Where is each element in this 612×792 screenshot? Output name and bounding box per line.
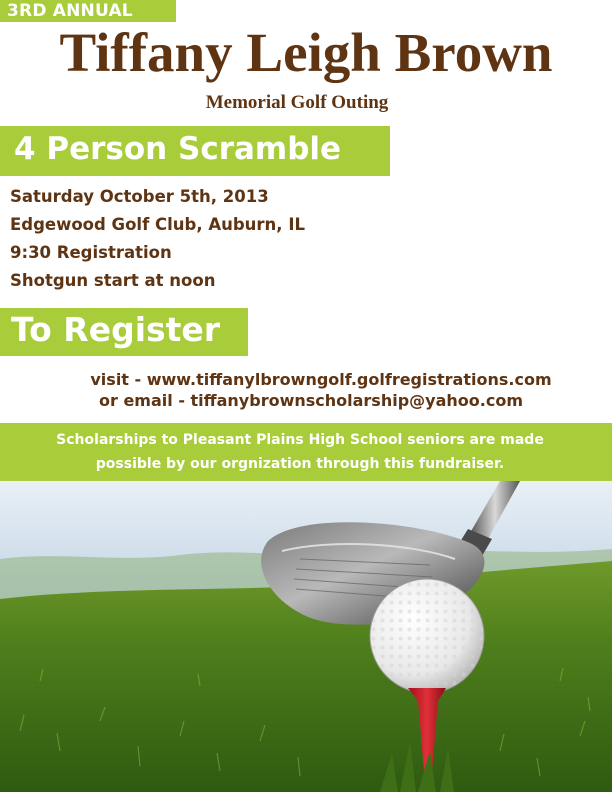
event-venue: Edgewood Golf Club, Auburn, IL [10, 215, 305, 234]
scholarship-line-2: possible by our orgnization through this fundraiser. [95, 456, 505, 472]
annual-banner [0, 0, 176, 22]
golf-photo-illustration [0, 481, 612, 792]
format-banner [0, 126, 390, 176]
scholarship-line-1: Scholarships to Pleasant Plains High School seniors are made [56, 432, 544, 448]
golf-club-and-ball-on-tee-icon [0, 481, 612, 792]
event-date: Saturday October 5th, 2013 [10, 187, 269, 206]
scholarship-band [0, 423, 612, 481]
annual-label: 3RD ANNUAL [7, 1, 133, 21]
shotgun-start: Shotgun start at noon [10, 271, 216, 290]
event-subtitle: Memorial Golf Outing [205, 92, 389, 113]
register-website-line[interactable]: visit - www.tiffanylbrowngolf.golfregistrations.com [90, 370, 552, 389]
register-contact [0, 369, 612, 411]
honoree-name-title: Tiffany Leigh Brown [59, 22, 553, 83]
register-heading: To Register [11, 310, 221, 349]
scholarship-note [0, 428, 600, 476]
register-banner [0, 308, 248, 356]
register-email-line[interactable]: or email - tiffanybrownscholarship@yahoo.com [99, 391, 523, 410]
event-details [10, 183, 305, 295]
format-label: 4 Person Scramble [14, 131, 342, 167]
registration-time: 9:30 Registration [10, 243, 172, 262]
